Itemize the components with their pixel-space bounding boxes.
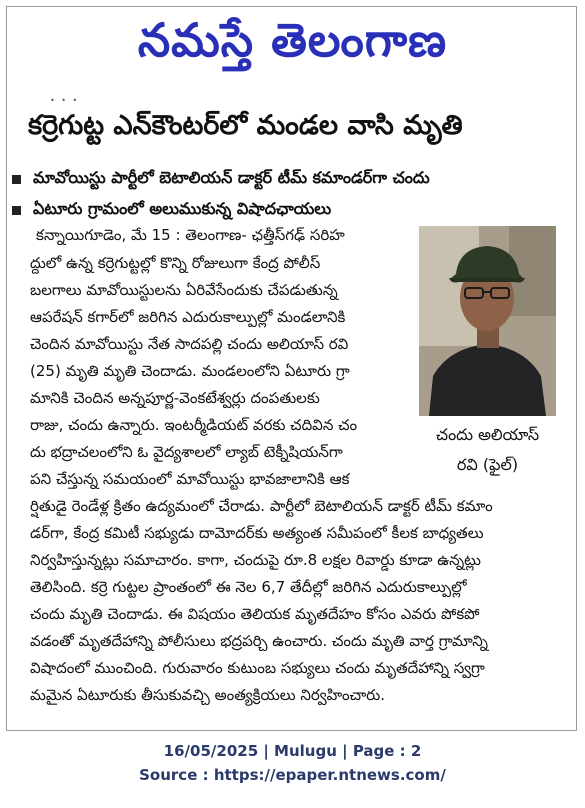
photo-caption	[419, 420, 556, 480]
footer-source: Source : https://epaper.ntnews.com/	[139, 766, 446, 784]
body-line: వడంతో మృతదేహాన్ని పోలీసులు భద్రపర్చి ఉంచారు. చందు మృతి వార్త గ్రామాన్ని	[30, 632, 488, 650]
body-line: డర్‌గా, కేంద్ర కమిటీ సభ్యుడు దామోదర్‌కు అత్యంత సమీపంలో కీలక బాధ్యతలు	[30, 524, 484, 542]
body-line: ర్షితుడై రెండేళ్ల క్రితం ఉద్యమంలో చేరాడు. పార్టీలో బెటాలియన్ డాక్టర్ టీమ్ కమాం	[30, 497, 493, 515]
body-line: బలగాలు మావోయిస్టులను ఏరివేసేందుకు చేపడుతున్న	[30, 281, 338, 299]
newspaper-masthead	[7, 7, 578, 85]
body-line: ద్దులో ఉన్న కర్రెగుట్టల్లో కొన్ని రోజులుగా కేంద్ర పోలీస్	[30, 254, 321, 272]
subhead-1-text: మావోయిస్టు పార్టీలో బెటాలియన్ డాక్టర్ టీమ్ కమాండర్‌గా చందు	[33, 167, 430, 187]
masthead-title: నమస్తే తెలంగాణ	[137, 13, 448, 67]
body-line: ఆపరేషన్ కగార్‌లో జరిగిన ఎదురుకాల్పుల్లో మండలానికి	[30, 308, 346, 326]
photo-caption-line-1: చందు అలియాస్	[435, 425, 540, 444]
footer-date-edition: 16/05/2025 | Mulugu | Page : 2	[163, 742, 422, 760]
body-line: దు భద్రాచలంలోని ఓ వైద్యశాలలో ల్యాబ్ టెక్నీషియన్‌గా	[30, 443, 343, 461]
body-line: మానికి చెందిన అన్నపూర్ణ-వెంకటేశ్వర్లు దంపతులకు	[30, 389, 320, 407]
bullet-square-icon	[12, 206, 21, 215]
body-line: (25) మృతి మృతి చెందాడు. మండలంలోని ఏటూరు గ్రా	[30, 362, 350, 380]
body-line: రాజు, చందు ఉన్నారు. ఇంటర్మీడియట్ వరకు చదివిన చం	[30, 416, 358, 434]
body-line: చందు మృతి చెందాడు. ఈ విషయం తెలియక మృతదేహం కోసం ఎవరు పోకపో	[30, 605, 480, 623]
person-photo	[419, 226, 556, 416]
subhead-1	[12, 165, 430, 193]
article-headline: కర్రెగుట్ట ఎన్‌కౌంటర్‌లో మండల వాసి మృతి	[28, 110, 463, 141]
photo-caption-line-2: రవి (ఫైల్)	[456, 455, 519, 474]
body-line: నిర్వహిస్తున్నట్లు సమాచారం. కాగా, చందుపై రూ.8 లక్షల రివార్డు కూడా ఉన్నట్లు	[30, 551, 481, 569]
bullet-square-icon	[12, 175, 21, 184]
body-line: తెలిసింది. కర్రె గుట్టల ప్రాంతంలో ఈ నెల 6,7 తేదీల్లో జరిగిన ఎదురుకాల్పుల్లో	[30, 578, 467, 596]
subhead-2-text: ఏటూరు గ్రామంలో అలుముకున్న విషాదఛాయలు	[33, 198, 332, 218]
decorative-dots: • • •	[50, 96, 80, 105]
body-line: విషాదంలో ముంచింది. గురువారం కుటుంబ సభ్యులు చందు మృతదేహాన్ని స్వగ్రా	[30, 659, 485, 677]
body-line: చెందిన మావోయిస్టు నేత సాదపల్లి చందు అలియాస్ రవి	[30, 335, 349, 353]
subhead-2	[12, 196, 331, 224]
body-line: పని చేస్తున్న సమయంలో మావోయిస్టు భావజాలానికి ఆక	[30, 470, 350, 488]
body-line: మమైన ఏటూరుకు తీసుకువచ్చి అంత్యక్రియలు నిర్వహించారు.	[30, 686, 385, 704]
person-photo-illustration	[419, 226, 556, 416]
body-line: కన్నాయిగూడెం, మే 15 : తెలంగాణ- ఛత్తీస్‌గఢ్ సరిహ	[36, 226, 345, 244]
